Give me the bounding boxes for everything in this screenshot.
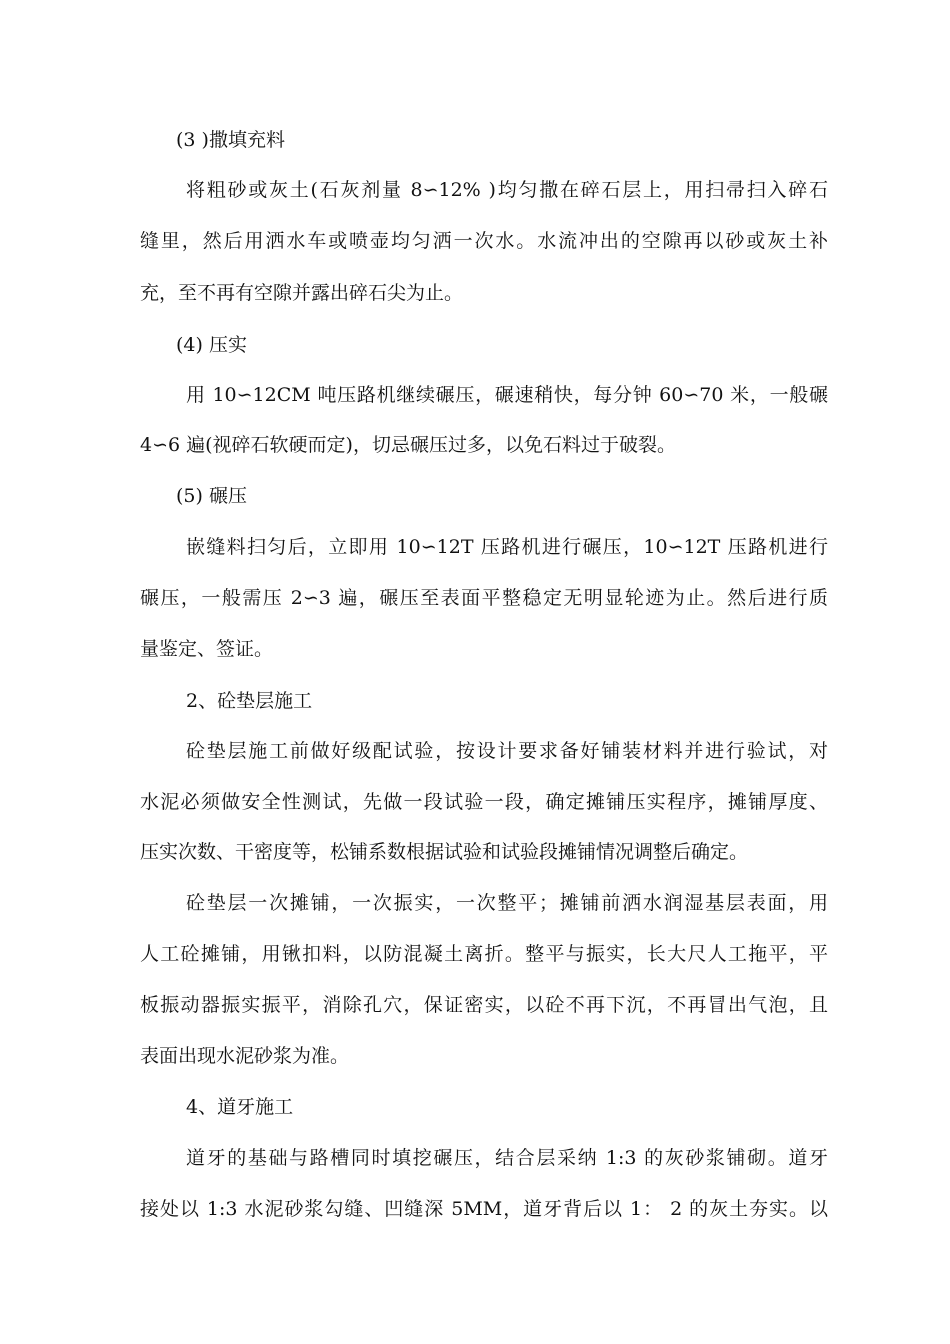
paragraph-line: 碾压，一般需压 2∽3 遍，碾压至表面平整稳定无明显轮迹为止。然后进行质 xyxy=(140,587,828,609)
paragraph-line: 用 10∽12CM 吨压路机继续碾压，碾速稍快，每分钟 60∽70 米，一般碾 xyxy=(186,384,828,406)
paragraph-line: 表面出现水泥砂浆为准。 xyxy=(140,1045,350,1067)
paragraph-line: 缝里，然后用洒水车或喷壶均匀洒一次水。水流冲出的空隙再以砂或灰土补 xyxy=(140,230,828,252)
paragraph-line: 砼垫层施工前做好级配试验，按设计要求备好铺装材料并进行验试，对 xyxy=(186,740,828,762)
paragraph-line: 嵌缝料扫匀后，立即用 10∽12T 压路机进行碾压，10∽12T 压路机进行 xyxy=(186,536,828,558)
paragraph-line: 道牙的基础与路槽同时填挖碾压，结合层采纳 1:3 的灰砂浆铺砌。道牙 xyxy=(186,1147,828,1169)
paragraph-line: 水泥必须做安全性测试，先做一段试验一段，确定摊铺压实程序，摊铺厚度、 xyxy=(140,791,828,813)
paragraph-line: 压实次数、干密度等，松铺系数根据试验和试验段摊铺情况调整后确定。 xyxy=(140,841,749,863)
paragraph-line: 板振动器振实振平，消除孔穴，保证密实，以砼不再下沉，不再冒出气泡，且 xyxy=(140,994,828,1016)
paragraph-line: 充，至不再有空隙并露出碎石尖为止。 xyxy=(140,282,464,304)
paragraph-line: 人工砼摊铺，用锹扣料，以防混凝土离折。整平与振实，长大尺人工拖平，平 xyxy=(140,943,828,965)
paragraph-line: 4∽6 遍(视碎石软硬而定)，切忌碾压过多，以免石料过于破裂。 xyxy=(140,434,676,456)
paragraph-line: 砼垫层一次摊铺，一次振实，一次整平；摊铺前洒水润湿基层表面，用 xyxy=(186,892,828,914)
paragraph-line: 接处以 1:3 水泥砂浆勾缝、凹缝深 5MM，道牙背后以 1： 2 的灰土夯实。以 xyxy=(140,1198,828,1220)
section-heading-rolling: (5) 碾压 xyxy=(176,485,247,507)
paragraph-line: 将粗砂或灰土(石灰剂量 8∽12% )均匀撒在碎石层上，用扫帚扫入碎石 xyxy=(186,179,828,201)
section-heading-compaction: (4) 压实 xyxy=(176,334,247,356)
paragraph-line: 量鉴定、签证。 xyxy=(140,638,274,660)
section-heading-concrete-cushion: 2、砼垫层施工 xyxy=(186,690,313,712)
section-heading-fill-material: (3 )撒填充料 xyxy=(176,129,285,151)
section-heading-curb: 4、道牙施工 xyxy=(186,1096,294,1118)
